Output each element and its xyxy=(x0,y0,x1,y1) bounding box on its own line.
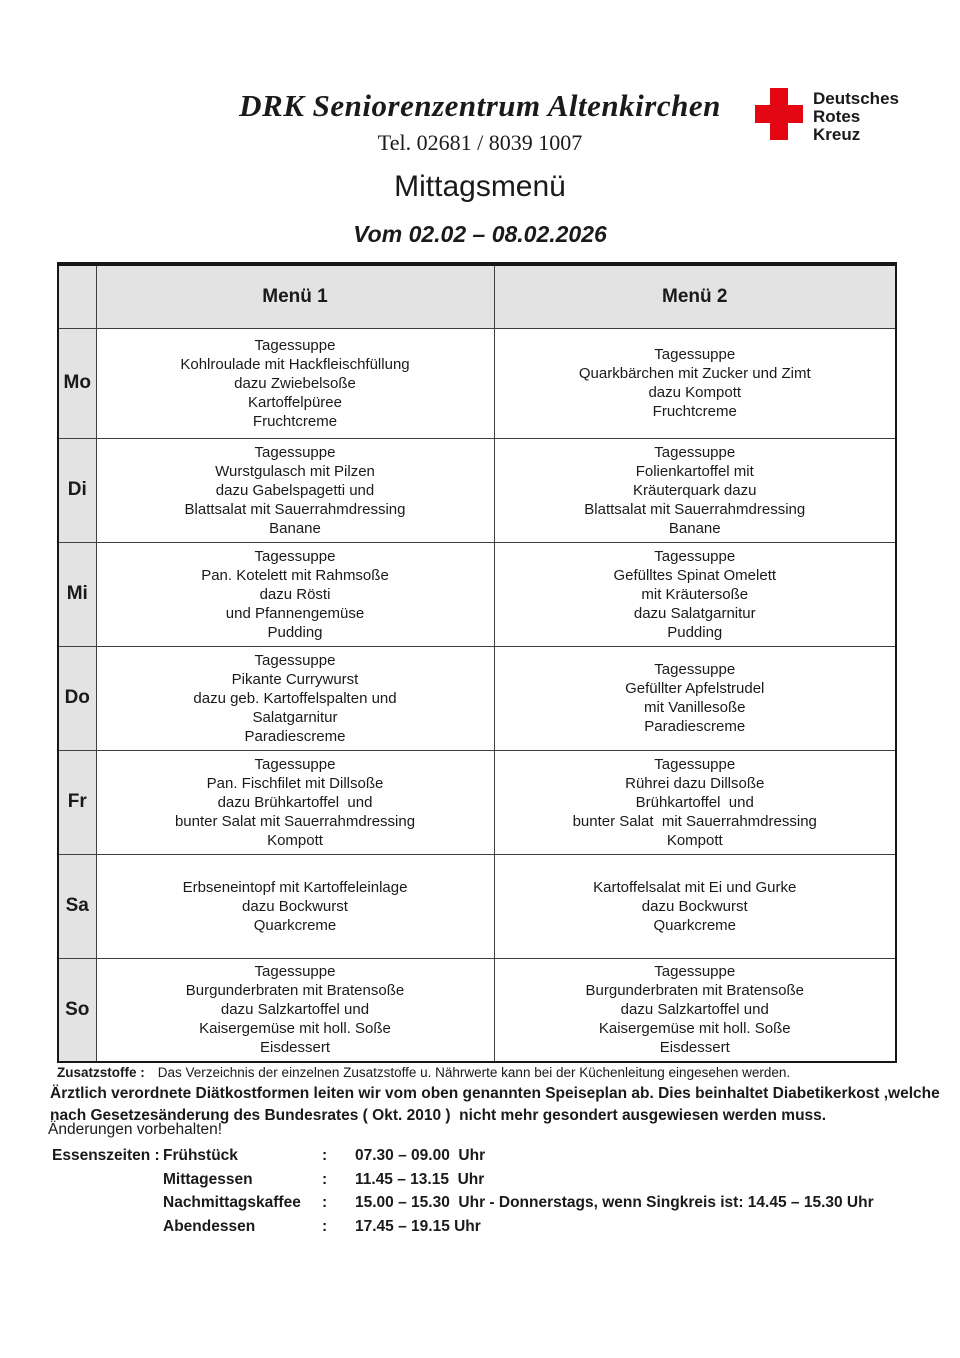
menu-line: Fruchtcreme xyxy=(252,412,338,430)
menu-line: dazu Gabelspagetti und xyxy=(215,481,375,499)
menu2-cell xyxy=(494,750,896,854)
mealtimes-label: Essenszeiten : xyxy=(52,1147,160,1164)
menu-line: Brühkartoffel und xyxy=(635,793,754,811)
menu-line: dazu Salatgarnitur xyxy=(633,604,756,622)
zusatzstoffe-text: Das Verzeichnis der einzelnen Zusatzstoffe u. Nährwerte kann bei der Küchenleitung eingesehen werden. xyxy=(157,1065,791,1080)
mealtime-name: Frühstück xyxy=(163,1147,238,1164)
mealtime-row xyxy=(52,1147,932,1171)
menu-line: Paradiescreme xyxy=(644,718,746,735)
menu1-cell xyxy=(96,542,494,646)
day-column-header xyxy=(58,264,96,328)
menu-line: mit Vanillesoße xyxy=(644,699,746,716)
menu-line: Burgunderbraten mit Bratensoße xyxy=(585,982,804,1000)
menu-line: Quarkcreme xyxy=(653,916,737,934)
menu-line: Tagessuppe xyxy=(654,547,736,565)
menu-line: Tagessuppe xyxy=(254,443,336,461)
menu-line: dazu geb. Kartoffelspalten und xyxy=(193,689,397,707)
menu-line: Salatgarnitur xyxy=(252,708,338,726)
day-label: Di xyxy=(58,438,96,542)
menu2-cell xyxy=(494,542,896,646)
menu-line: Pudding xyxy=(267,623,323,641)
drk-logo-line1: Deutsches xyxy=(813,89,899,108)
mealtime-separator: : xyxy=(322,1147,328,1164)
menu-line: dazu Bockwurst xyxy=(242,897,348,915)
menu-line: Pan. Fischfilet mit Dillsoße xyxy=(206,774,384,792)
weekly-menu-table xyxy=(57,262,897,1063)
menu-line: Quarkcreme xyxy=(253,916,337,934)
menu-line: Eisdessert xyxy=(259,1039,331,1057)
phone-number: Tel. 02681 / 8039 1007 xyxy=(377,130,583,155)
table-row xyxy=(58,646,896,750)
mealtime-row xyxy=(52,1171,932,1195)
diet-note-line2: nach Gesetzesänderung des Bundesrates ( Okt. 2010 ) nicht mehr gesondert ausgewiesen werden muss. xyxy=(50,1107,827,1124)
mealtime-row xyxy=(52,1194,932,1218)
drk-logo-line2: Rotes xyxy=(813,107,861,126)
menu1-cell xyxy=(96,646,494,750)
day-label: Mo xyxy=(58,328,96,438)
mealtime-time: 11.45 – 13.15 Uhr xyxy=(355,1170,485,1188)
mealtimes-block xyxy=(52,1147,932,1241)
menu1-cell xyxy=(96,958,494,1062)
menu-line: dazu Bockwurst xyxy=(641,897,748,915)
menu-line: Kaisergemüse mit holl. Soße xyxy=(598,1020,791,1038)
menu-line: Eisdessert xyxy=(659,1039,730,1057)
menu-line: Banane xyxy=(269,519,321,537)
menu-line: Gefülltes Spinat Omelett xyxy=(613,566,777,584)
table-row xyxy=(58,854,896,958)
menu-table-body xyxy=(58,328,896,1062)
mealtime-name: Abendessen xyxy=(163,1217,256,1235)
menu-line: Tagessuppe xyxy=(654,346,736,363)
menu1-column-header: Menü 1 xyxy=(96,264,494,328)
menu-line: Banane xyxy=(668,519,721,537)
menu-line: Kartoffelpüree xyxy=(248,393,342,411)
menu2-cell xyxy=(494,328,896,438)
menu1-cell xyxy=(96,750,494,854)
menu-line: Gefüllter Apfelstrudel xyxy=(625,680,765,697)
changes-note: Änderungen vorbehalten! xyxy=(48,1121,223,1138)
menu-line: dazu Salzkartoffel und xyxy=(620,1001,769,1019)
mealtime-row xyxy=(52,1218,932,1242)
menu-line: Tagessuppe xyxy=(654,443,736,461)
mealtime-separator: : xyxy=(322,1217,328,1235)
mealtime-time: 17.45 – 19.15 Uhr xyxy=(355,1217,481,1235)
menu-line: Kompott xyxy=(666,831,723,849)
menu1-cell xyxy=(96,328,494,438)
zusatzstoffe-note xyxy=(57,1065,790,1080)
table-row xyxy=(58,750,896,854)
day-label: Fr xyxy=(58,750,96,854)
menu-line: Tagessuppe xyxy=(254,336,336,354)
menu1-cell xyxy=(96,854,494,958)
mealtime-name: Mittagessen xyxy=(163,1170,253,1188)
menu-line: Folienkartoffel mit xyxy=(635,462,754,480)
date-range: Vom 02.02 – 08.02.2026 xyxy=(353,221,607,247)
menu-line: dazu Zwiebelsoße xyxy=(234,374,356,392)
menu2-cell xyxy=(494,854,896,958)
mealtime-time: 15.00 – 15.30 Uhr - Donnerstags, wenn Singkreis ist: 14.45 – 15.30 Uhr xyxy=(355,1194,874,1211)
menu-line: Kaisergemüse mit holl. Soße xyxy=(199,1020,391,1038)
menu-line: Tagessuppe xyxy=(254,651,336,669)
menu1-cell xyxy=(96,438,494,542)
drk-logo-line3: Kreuz xyxy=(813,125,861,144)
menu-line: Kompott xyxy=(267,831,323,849)
menu2-cell xyxy=(494,438,896,542)
menu2-cell xyxy=(494,646,896,750)
menu-line: dazu Salzkartoffel und xyxy=(220,1001,370,1019)
menu-line: Rührei dazu Dillsoße xyxy=(625,774,765,792)
day-label: So xyxy=(58,958,96,1062)
menu-line: Pikante Currywurst xyxy=(231,670,359,688)
mealtime-time: 07.30 – 09.00 Uhr xyxy=(355,1147,486,1164)
mealtime-separator: : xyxy=(322,1194,328,1211)
menu-line: Paradiescreme xyxy=(244,727,346,745)
menu-line: Tagessuppe xyxy=(654,755,736,773)
menu-line: Erbseneintopf mit Kartoffeleinlage xyxy=(182,878,408,896)
menu-title: Mittagsmenü xyxy=(394,170,566,203)
table-row xyxy=(58,958,896,1062)
menu-line: und Pfannengemüse xyxy=(225,604,365,622)
menu-line: Pan. Kotelett mit Rahmsoße xyxy=(201,566,389,584)
menu-line: Pudding xyxy=(667,623,723,641)
page-title: DRK Seniorenzentrum Altenkirchen xyxy=(239,88,721,123)
menu-line: Fruchtcreme xyxy=(652,403,737,420)
menu2-column-header: Menü 2 xyxy=(494,264,896,328)
menu-line: Tagessuppe xyxy=(654,963,736,981)
day-label: Do xyxy=(58,646,96,750)
menu-line: Kohlroulade mit Hackfleischfüllung xyxy=(180,355,410,373)
menu-line: bunter Salat mit Sauerrahmdressing xyxy=(174,812,416,830)
menu-line: dazu Kompott xyxy=(648,384,742,401)
menu-line: Blattsalat mit Sauerrahmdressing xyxy=(184,500,406,518)
day-label: Sa xyxy=(58,854,96,958)
menu2-cell xyxy=(494,958,896,1062)
menu-line: Kräuterquark dazu xyxy=(633,481,757,499)
menu-line: Tagessuppe xyxy=(254,755,336,773)
menu-line: dazu Rösti xyxy=(259,585,331,603)
menu-line: Quarkbärchen mit Zucker und Zimt xyxy=(578,365,811,382)
menu-line: Kartoffelsalat mit Ei und Gurke xyxy=(593,878,797,896)
mealtime-name: Nachmittagskaffee xyxy=(163,1194,301,1211)
zusatzstoffe-label: Zusatzstoffe : xyxy=(57,1065,145,1080)
menu-line: Burgunderbraten mit Bratensoße xyxy=(185,982,405,1000)
menu-line: bunter Salat mit Sauerrahmdressing xyxy=(572,812,817,830)
day-label: Mi xyxy=(58,542,96,646)
menu-line: Tagessuppe xyxy=(254,547,336,565)
table-row xyxy=(58,438,896,542)
menu-line: Tagessuppe xyxy=(254,963,336,981)
mealtime-separator: : xyxy=(322,1170,328,1188)
table-header-row xyxy=(58,264,896,328)
menu-line: Tagessuppe xyxy=(654,661,736,678)
diet-note-line1: Ärztlich verordnete Diätkostformen leiten wir vom oben genannten Speiseplan ab. Dies beinhaltet Diabetikerkost ,welche xyxy=(50,1085,940,1102)
menu-line: dazu Brühkartoffel und xyxy=(217,793,373,811)
menu-line: Wurstgulasch mit Pilzen xyxy=(215,462,375,480)
menu-line: mit Kräutersoße xyxy=(641,585,749,603)
table-row xyxy=(58,542,896,646)
red-cross-horizontal-bar xyxy=(755,105,803,123)
table-row xyxy=(58,328,896,438)
menu-line: Blattsalat mit Sauerrahmdressing xyxy=(584,500,806,518)
